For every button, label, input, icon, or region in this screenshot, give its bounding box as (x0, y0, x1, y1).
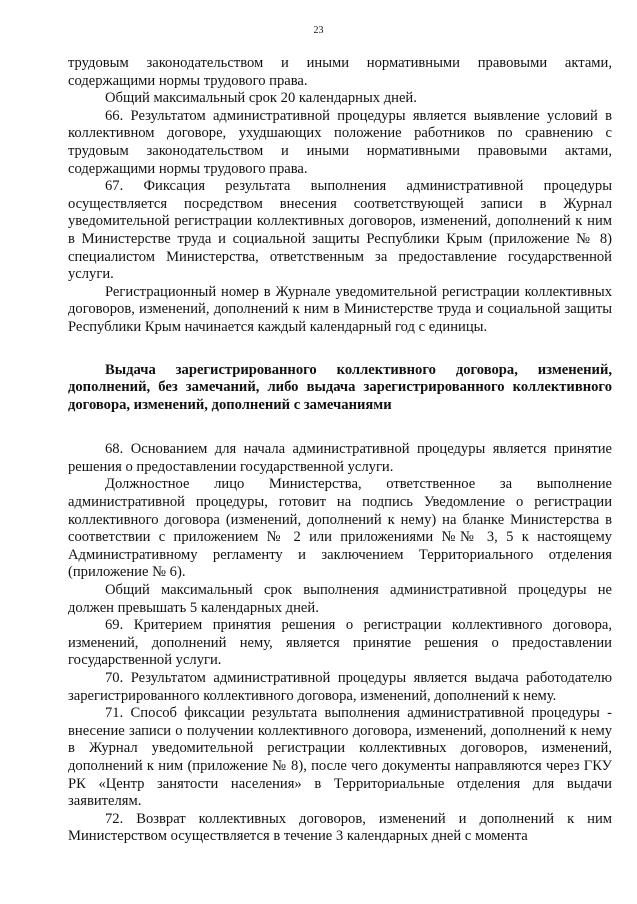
paragraph: Общий максимальный срок выполнения административной процедуры не должен превышать 5 календарных дней. (68, 582, 612, 616)
page-number: 23 (313, 25, 324, 36)
paragraph: 67. Фиксация результата выполнения административной процедуры осуществляется посредством внесения соответствующей записи в Журнал уведомительной регистрации коллективных договоров, изменений, дополнений к ним в Министерстве труда и социальной защиты Республики Крым (приложение № 8) специалистом Министерства, ответственным за предоставление государственной услуги. (68, 178, 612, 283)
paragraph: 66. Результатом административной процедуры является выявление условий в коллективном договоре, ухудшающих положение работников по сравнению с трудовым законодательством и иными нормативными правовыми актами, содержащими нормы трудового права. (68, 107, 612, 177)
paragraph: Должностное лицо Министерства, ответственное за выполнение административной процедуры, готовит на подпись Уведомление о регистрации коллективного договора (изменений, дополнений к нему) на бланке Министерства в соответствии с приложением № 2 или приложениями №№ 3, 5 к настоящему Административному регламенту и заключением Территориального отделения (приложение № 6). (68, 476, 612, 581)
paragraph: Общий максимальный срок 20 календарных дней. (105, 90, 417, 107)
paragraph: 71. Способ фиксации результата выполнения административной процедуры - внесение записи о получении коллективного договора, изменений, дополнений к нему в Журнал уведомительной регистрации коллективных договоров, изменений, дополнений к ним (приложение № 8), после чего документы направляются через ГКУ РК «Центр занятости населения» в Территориальные отделения для выдачи заявителям. (68, 705, 612, 810)
section-heading: Выдача зарегистрированного коллективного договора, изменений, дополнений, без замечаний, либо выдача зарегистрированного коллективного договора, изменений, дополнений с замечаниями (68, 361, 612, 413)
paragraph: Регистрационный номер в Журнале уведомительной регистрации коллективных договоров, изменений, дополнений к ним в Министерстве труда и социальной защиты Республики Крым начинается каждый календарный год с единицы. (68, 283, 612, 335)
document-body (68, 55, 612, 846)
paragraph: 69. Критерием принятия решения о регистрации коллективного договора, изменений, дополнений нему, является принятие решения о предоставлении государственной услуги. (68, 617, 612, 669)
paragraph: 70. Результатом административной процедуры является выдача работодателю зарегистрированного коллективного договора, изменений, дополнений к нему. (68, 670, 612, 704)
paragraph: 68. Основанием для начала административной процедуры является принятие решения о предоставлении государственной услуги. (68, 441, 612, 475)
paragraph: трудовым законодательством и иными нормативными правовыми актами, содержащими нормы трудового права. (68, 55, 612, 89)
paragraph: 72. Возврат коллективных договоров, изменений и дополнений к ним Министерством осуществляется в течение 3 календарных дней с момента (68, 810, 612, 845)
